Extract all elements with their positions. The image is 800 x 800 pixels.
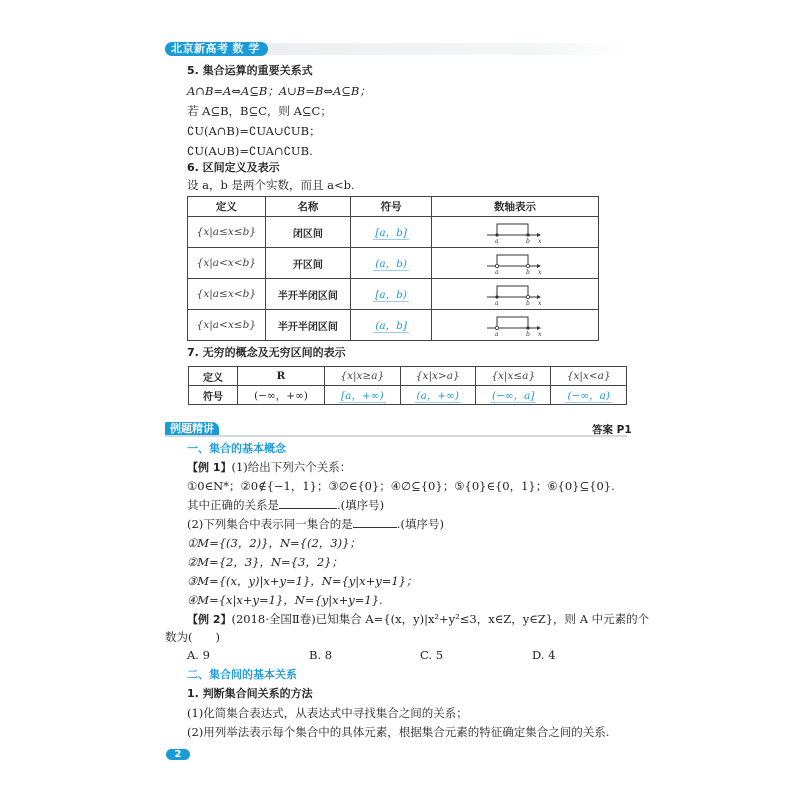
svg-text:b: b [526,331,530,337]
interval-table-header [188,197,599,217]
symbol-cell [351,279,432,310]
number-line-open-closed-icon [485,313,545,337]
example1-q2-prompt [187,516,444,532]
svg-text:b: b [526,300,530,306]
table-row [189,367,627,386]
svg-text:x: x [538,238,542,244]
example1-q1-text: (1)给出下列六个关系： [231,460,352,474]
method-1: (1)化简集合表达式，从表达式中寻找集合之间的关系； [187,706,468,720]
q2-suffix: .(填序号) [396,517,444,531]
name-cell: 半开半闭区间 [265,279,351,310]
example1-option-4: ④M={x|x+y=1}，N={y|x+y=1}. [187,593,383,607]
definition-cell: {x|x≤a} [476,367,551,386]
example1-option-3: ③M={(x，y)|x+y=1}，N={y|x+y=1}； [187,574,418,588]
example1-q1-prompt [187,497,384,513]
choice-c[interactable]: C. 5 [420,648,444,662]
section5-line-4: ∁U(A∪B)=∁UA∩∁UB. [187,144,313,158]
examples-tag: 例题精讲 [165,422,219,436]
name-cell: 闭区间 [265,217,351,248]
part1-title: 一、集合的基本概念 [187,442,286,455]
example1-option-2: ②M={2，3}，N={3，2}； [187,555,343,569]
table-row [188,310,599,341]
definition-cell: {x|x>a} [400,367,475,386]
col-header-symbol: 符号 [351,197,432,217]
table-row [189,386,627,405]
svg-text:b: b [526,269,530,275]
table-row [188,279,599,310]
row-label-symbol: 符号 [189,386,238,405]
definition-cell: {x|x<a} [551,367,627,386]
svg-text:a: a [495,331,499,337]
choice-d[interactable]: D. 4 [532,648,556,662]
number-line-closed-closed-icon [485,220,545,244]
example1-option-1: ①M={(3，2)}，N={(2，3)}； [187,536,361,550]
choice-b[interactable]: B. 8 [309,648,333,662]
example1-question1 [187,459,351,476]
header-tag [165,42,268,56]
symbol-cell [351,310,432,341]
q2-prompt-text: (2)下列集合中表示同一集合的是 [187,517,353,531]
col-header-name: 名称 [265,197,351,217]
interval-symbol: [a，b) [375,288,407,301]
definition-cell: {x|a<x≤b} [188,310,266,341]
definition-cell: R [238,367,325,386]
answer-blank-1[interactable] [279,497,337,509]
method-title: 1. 判断集合间关系的方法 [187,687,313,700]
interval-symbol: (a，+∞) [416,389,460,402]
number-line-cell [432,279,599,310]
symbol-cell [476,386,551,405]
section6-title: 6. 区间定义及表示 [187,161,280,174]
interval-symbol: [a，+∞) [341,389,384,402]
symbol-cell [351,248,432,279]
example1-relations: ①0∈N*；②0∉{−1，1}；③∅∈{0}；④∅⊆{0}；⑤{0}∈{0，1}；⑥{0}⊆{0}. [187,479,615,493]
symbol-cell: (−∞，+∞) [238,386,325,405]
row-label-definition: 定义 [189,367,238,386]
section5-line-3: ∁U(A∩B)=∁UA∪∁UB； [187,124,321,138]
col-header-definition: 定义 [188,197,266,217]
interval-symbol: (a，b] [375,319,407,332]
q1-suffix: .(填序号) [337,498,385,512]
interval-symbol: (a，b) [375,257,407,270]
symbol-cell [551,386,627,405]
example1-label: 【例 1】 [187,461,232,474]
example2-question [187,611,649,628]
interval-table [187,196,599,341]
section5-line-2: 若 A⊆B，B⊆C，则 A⊆C； [187,104,332,118]
name-cell: 半开半闭区间 [265,310,351,341]
part2-title: 二、集合间的基本关系 [187,668,297,681]
number-line-cell [432,217,599,248]
definition-cell: {x|a<x<b} [188,248,266,279]
number-line-closed-open-icon [485,282,545,306]
name-cell: 开区间 [265,248,351,279]
q1-prompt-text: 其中正确的关系是 [187,498,279,512]
answer-blank-2[interactable] [353,516,397,528]
number-line-open-open-icon [485,251,545,275]
answer-reference: 答案 P1 [592,424,632,436]
section7-title: 7. 无穷的概念及无穷区间的表示 [187,346,346,359]
symbol-cell [351,217,432,248]
page-number: 2 [166,749,190,760]
section5-line-1: A∩B=A⇔A⊆B；A∪B=B⇔A⊆B； [187,84,371,98]
number-line-cell [432,310,599,341]
table-row [188,217,599,248]
method-2: (2)用列举法表示每个集合中的具体元素，根据集合元素的特征确定集合之间的关系. [187,725,610,739]
section6-intro: 设 a，b 是两个实数，而且 a<b. [187,178,355,192]
svg-text:x: x [538,300,542,306]
number-line-cell [432,248,599,279]
table-row [188,248,599,279]
interval-symbol: (−∞，a] [491,389,535,402]
interval-symbol: (−∞，a) [567,389,610,402]
svg-text:x: x [538,331,542,337]
interval-symbol: [a，b] [375,226,407,239]
subject-name: 数 学 [232,42,260,55]
svg-text:b: b [526,238,530,244]
definition-cell: {x|a≤x≤b} [188,217,266,248]
example2-text-cont: 数为( ) [165,630,220,644]
symbol-cell [325,386,400,405]
example2-text: (2018·全国Ⅱ卷)已知集合 A={(x，y)|x²+y²≤3，x∈Z，y∈Z}，则 A 中元素的个 [231,612,650,626]
section5-title: 5. 集合运算的重要关系式 [187,64,313,77]
infinite-interval-table [188,366,627,405]
section-divider [165,435,627,437]
series-name: 北京新高考 [171,42,229,55]
svg-text:a: a [495,300,499,306]
svg-text:a: a [495,269,499,275]
choice-a[interactable]: A. 9 [187,648,210,662]
svg-text:x: x [538,269,542,275]
example2-label: 【例 2】 [187,613,232,626]
symbol-cell [400,386,475,405]
svg-text:a: a [495,238,499,244]
definition-cell: {x|a≤x<b} [188,279,266,310]
col-header-number-line: 数轴表示 [432,197,599,217]
definition-cell: {x|x≥a} [325,367,400,386]
